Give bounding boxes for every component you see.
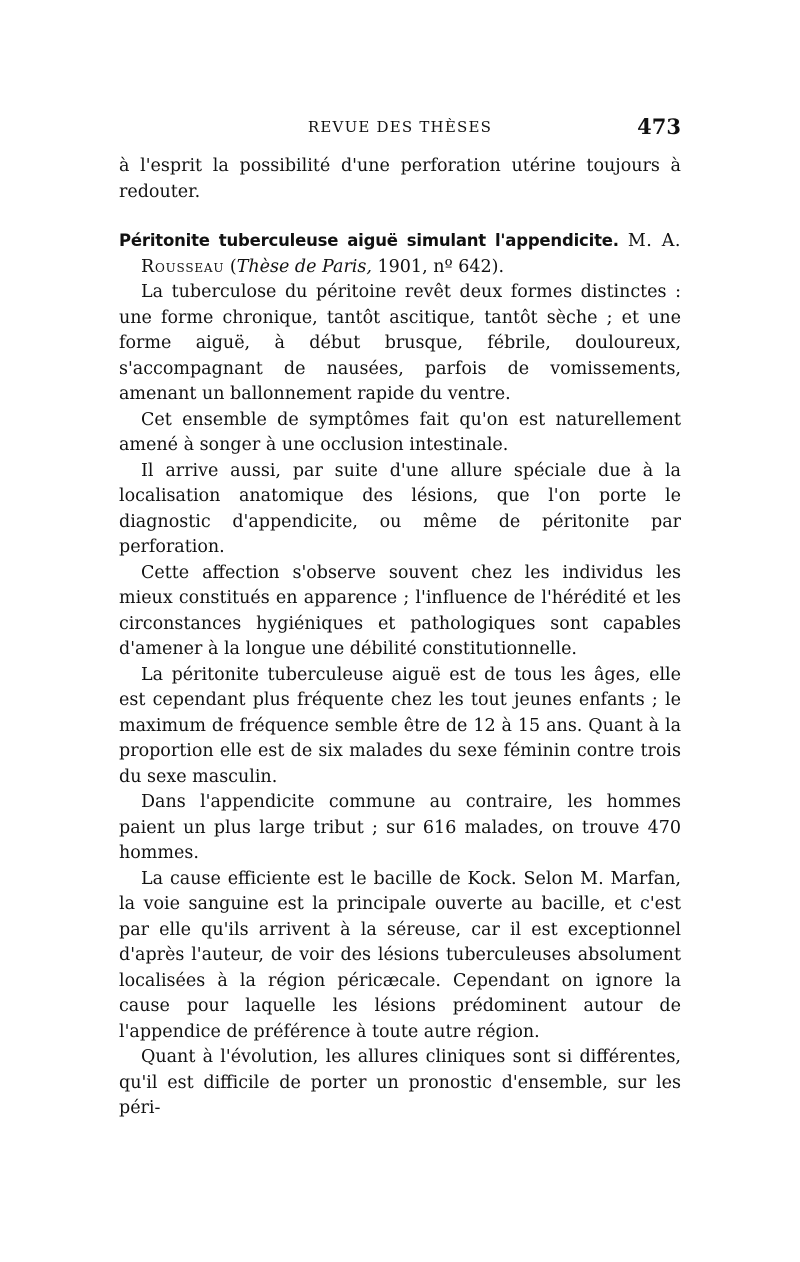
paragraph-predisposition: Cette affection s'observe souvent chez les individus les mieux constitués en apparence ; l'influence de l'hérédité et les circonstances hygiéniques et pathologiques sont capables d'amener à la longue une débilité constitutionnelle. [119, 562, 681, 659]
article-title: Péritonite tuberculeuse aiguë simulant l'appendicite. [119, 231, 619, 250]
paragraph-forms: La tuberculose du péritoine revêt deux formes distinctes : une forme chronique, tantôt ascitique, tantôt sèche ; et une forme aiguë, à début brusque, fébrile, douloureux, s'accompagnant de nausées, parfois de vomissements, amenant un ballonnement rapide du ventre. [119, 282, 681, 404]
opening-paragraph: à l'esprit la possibilité d'une perforation utérine toujours à redouter. [119, 156, 681, 202]
article-heading [119, 228, 681, 280]
running-header [119, 114, 681, 144]
paragraph-cause: La cause efficiente est le bacille de Kock. Selon M. Marfan, la voie sanguine est la principale ouverte au bacille, et c'est par elle qu'ils arrivent à la séreuse, car il est exceptionnel d'après l'auteur, de voir des lésions tuberculeuses absolument localisées à la région péricæcale. Cependant on ignore la cause pour laquelle les lésions prédominent autour de l'appendice de préférence à toute autre région. [119, 868, 681, 1042]
page-number: 473 [637, 114, 681, 139]
citation-open: ( [229, 256, 237, 277]
paragraph-age-sex: La péritonite tuberculeuse aiguë est de tous les âges, elle est cependant plus fréquente chez les tout jeunes enfants ; le maximum de fréquence semble être de 12 à 15 ans. Quant à la proportion elle est de six malades du sexe féminin contre trois du sexe masculin. [119, 664, 681, 787]
paragraph-evolution: Quant à l'évolution, les allures cliniques sont si différentes, qu'il est difficile de porter un pronostic d'ensemble, sur les péri- [119, 1047, 681, 1118]
author-surname: Rousseau [141, 256, 225, 277]
paragraph-diagnosis: Il arrive aussi, par suite d'une allure spéciale due à la localisation anatomique des lésions, que l'on porte le diagnostic d'appendicite, ou même de péritonite par perforation. [119, 460, 681, 557]
citation-source: Thèse de Paris, [236, 256, 372, 277]
section-gap [119, 205, 681, 228]
paragraph-appendicitis-stats: Dans l'appendicite commune au contraire, les hommes paient un plus large tribut ; sur 616 malades, on trouve 470 hommes. [119, 792, 681, 863]
running-title: REVUE DES THÈSES [307, 118, 493, 136]
paragraph-symptoms: Cet ensemble de symptômes fait qu'on est naturellement amené à songer à une occlusion intestinale. [119, 409, 681, 455]
author-prefix: M. A. [627, 231, 681, 251]
body-text [119, 154, 681, 1122]
citation-details: 1901, nº 642). [377, 256, 505, 277]
